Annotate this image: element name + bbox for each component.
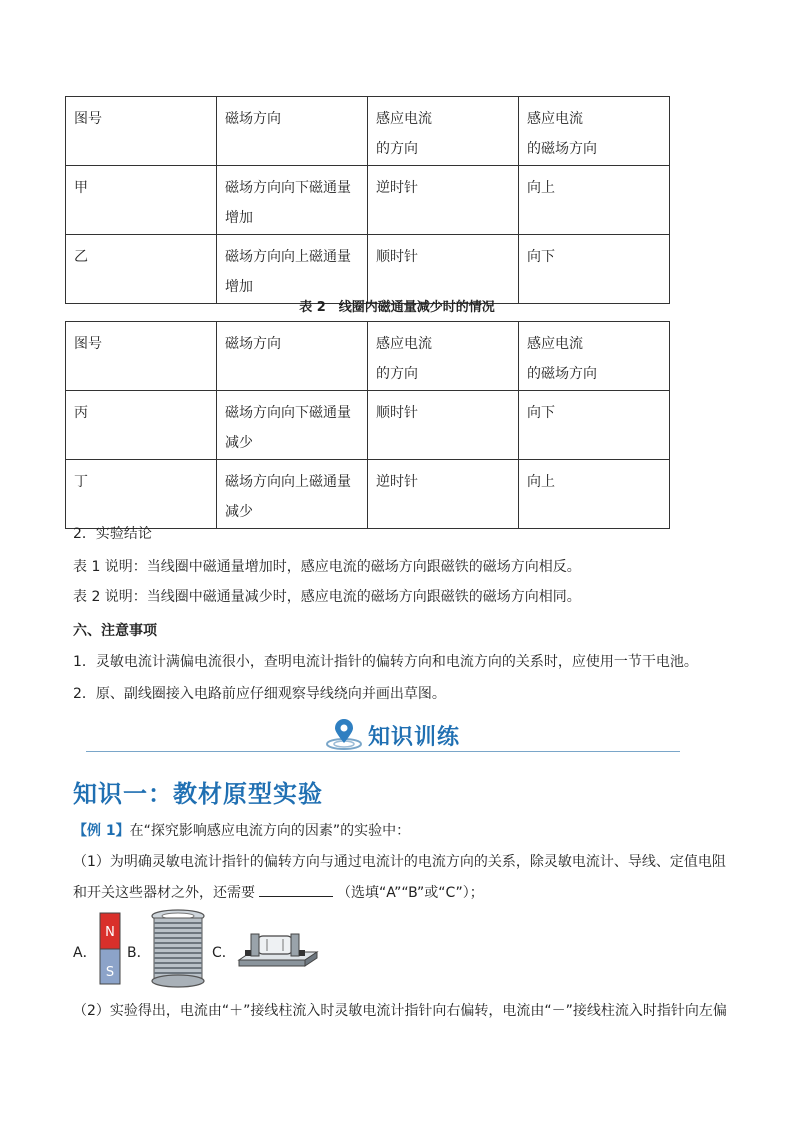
header-figure: 图号 [74,111,102,127]
answer-blank[interactable] [259,882,333,897]
option-b-label: B． [127,945,151,961]
banner-rule [86,751,680,752]
map-pin-icon [324,718,364,750]
header-current-field-direction: 感应电流 [527,111,583,127]
table-flux-increase [65,96,670,304]
table-header-row: 图号 磁场方向 感应电流 的方向 感应电流 的磁场方向 [66,322,670,391]
notes-heading: 六、注意事项 [73,623,157,639]
table-row: 丁 磁场方向向上磁通量 减少 逆时针 向上 [66,460,670,529]
conclusion-line-1: 表 1 说明：当线圈中磁通量增加时，感应电流的磁场方向跟磁铁的磁场方向相反。 [73,559,581,575]
knowledge-training-banner [86,716,680,756]
bar-magnet-icon [97,912,123,986]
header-field-direction: 磁场方向 [225,111,281,127]
table-row: 甲 磁场方向向下磁通量 增加 逆时针 向上 [66,166,670,235]
coil-icon [148,908,208,988]
example-tag: 【例 1】 [73,823,130,839]
table-row: 乙 磁场方向向上磁通量 增加 顺时针 向下 [66,235,670,304]
option-c-label: C． [212,945,236,961]
section-title: 知识一：教材原型实验 [73,779,323,808]
question-1-line-2: 和开关这些器材之外，还需要 （选填“A”“B”或“C”）； [73,882,484,902]
question-1-line-1: （1）为明确灵敏电流计指针的偏转方向与通过电流计的电流方向的关系，除灵敏电流计、导线、定值电阻 [73,854,726,870]
question-2-line-1: （2）实验得出，电流由“＋”接线柱流入时灵敏电流计指针向右偏转，电流由“－”接线柱流入时指针向左偏 [73,1003,727,1019]
table-flux-decrease [65,321,670,529]
header-current-direction: 感应电流 [376,111,432,127]
example-intro: 【例 1】在“探究影响感应电流方向的因素”的实验中： [73,823,411,839]
notes-item-2: 2．原、副线圈接入电路前应仔细观察导线绕向并画出草图。 [73,686,446,702]
battery-holder-icon [237,930,319,970]
conclusion-heading: 2．实验结论 [73,526,152,542]
option-a-label: A． [73,945,97,961]
table-row: 丙 磁场方向向下磁通量 减少 顺时针 向下 [66,391,670,460]
table-caption: 表 2 线圈内磁通量减少时的情况 [299,300,495,315]
conclusion-line-2: 表 2 说明：当线圈中磁通量减少时，感应电流的磁场方向跟磁铁的磁场方向相同。 [73,589,581,605]
magnet-north-label: N [105,925,115,940]
table-header-row: 图号 磁场方向 感应电流 的方向 感应电流 的磁场方向 [66,97,670,166]
banner-title: 知识训练 [368,725,461,750]
notes-item-1: 1．灵敏电流计满偏电流很小，查明电流计指针的偏转方向和电流方向的关系时，应使用一节干电池。 [73,654,698,670]
magnet-south-label: S [105,965,115,980]
